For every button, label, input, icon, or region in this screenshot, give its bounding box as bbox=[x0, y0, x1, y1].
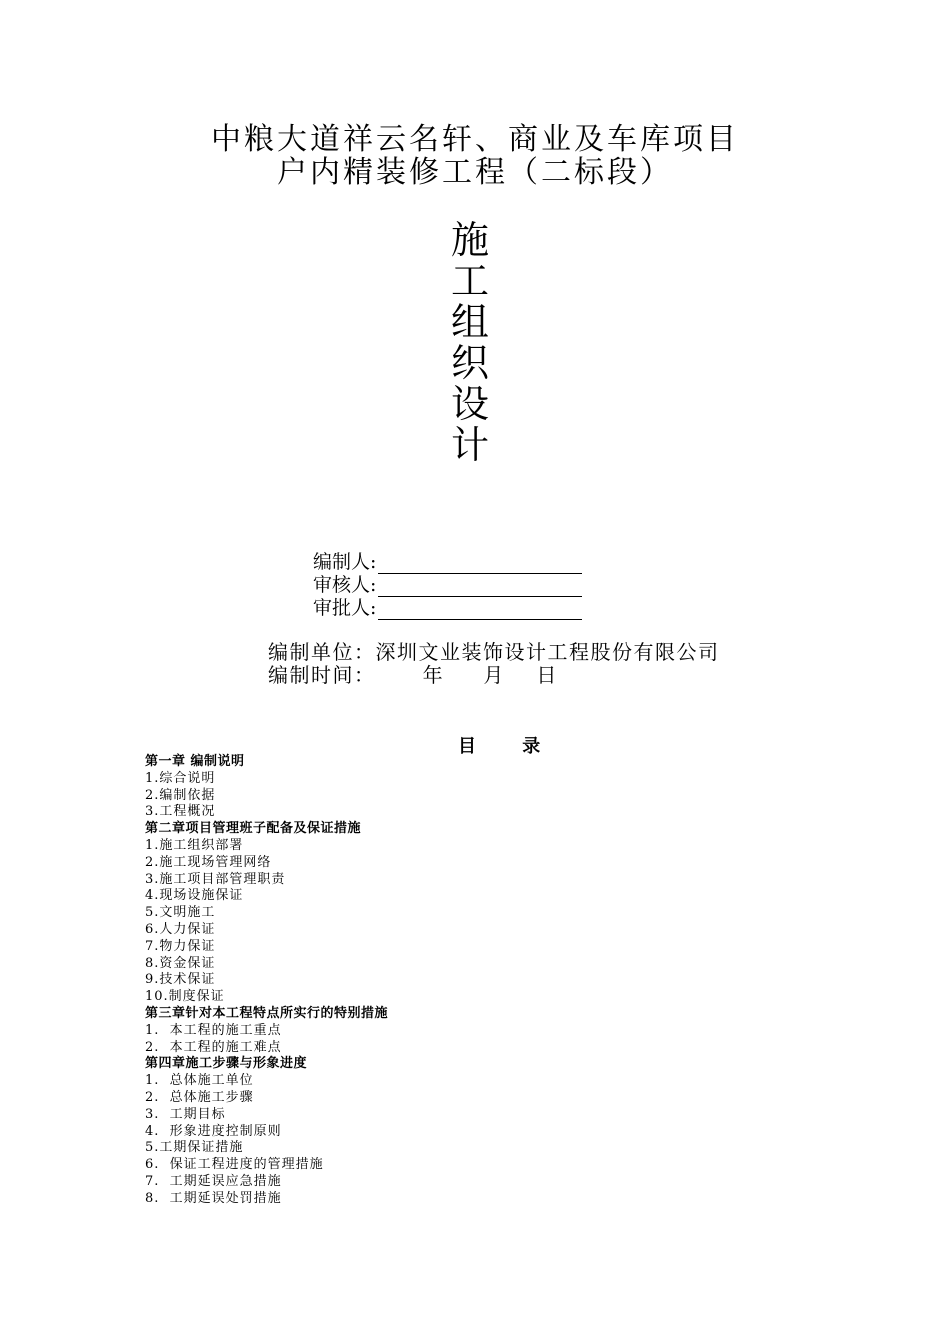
approver-row bbox=[313, 597, 582, 620]
document-title-char: 计 bbox=[450, 423, 489, 467]
reviewer-label: 审核人: bbox=[313, 574, 377, 596]
toc-item: 1. 本工程的施工重点 bbox=[145, 1022, 282, 1038]
table-of-contents bbox=[145, 754, 845, 1208]
toc-item: 2. 总体施工步骤 bbox=[145, 1089, 254, 1105]
toc-item: 6. 保证工程进度的管理措施 bbox=[145, 1157, 324, 1173]
document-title-char: 工 bbox=[450, 259, 489, 303]
project-title-line-1: 中粮大道祥云名轩、商业及车库项目 bbox=[211, 122, 739, 157]
toc-item: 2. 本工程的施工难点 bbox=[145, 1039, 282, 1055]
document-title-char: 施 bbox=[450, 218, 489, 262]
compiler-row bbox=[313, 551, 582, 574]
toc-item: 7. 工期延误应急措施 bbox=[145, 1173, 282, 1189]
compiling-organization: 编制单位：深圳文业装饰设计工程股份有限公司 bbox=[268, 640, 720, 664]
toc-item: 8. 工期延误处罚措施 bbox=[145, 1190, 282, 1206]
reviewer-signature-line bbox=[378, 576, 582, 597]
toc-item: 9.技术保证 bbox=[145, 972, 216, 988]
toc-item: 7.物力保证 bbox=[145, 938, 216, 954]
approver-signature-line bbox=[378, 599, 582, 620]
toc-chapter-heading: 第一章 编制说明 bbox=[145, 754, 245, 769]
reviewer-row bbox=[313, 574, 582, 597]
document-title-vertical bbox=[440, 220, 500, 466]
toc-chapter-heading: 第三章针对本工程特点所实行的特别措施 bbox=[145, 1005, 389, 1021]
toc-title: 目 录 bbox=[458, 736, 561, 757]
toc-item: 3.工程概况 bbox=[145, 804, 216, 820]
toc-item: 4. 形象进度控制原则 bbox=[145, 1123, 282, 1139]
document-title-char: 设 bbox=[450, 382, 489, 426]
compiler-signature-line bbox=[378, 553, 582, 574]
toc-item: 5.文明施工 bbox=[145, 905, 216, 921]
toc-item: 1.施工组织部署 bbox=[145, 837, 244, 853]
toc-item: 4.现场设施保证 bbox=[145, 888, 244, 904]
document-title-char: 织 bbox=[450, 341, 489, 385]
compiling-date: 编制时间： 年 月 日 bbox=[268, 663, 558, 687]
document-title-char: 组 bbox=[450, 300, 489, 344]
toc-item: 1. 总体施工单位 bbox=[145, 1073, 254, 1089]
compiler-label: 编制人: bbox=[313, 551, 377, 573]
toc-item: 2.编制依据 bbox=[145, 787, 216, 803]
toc-item: 1.综合说明 bbox=[145, 770, 216, 786]
toc-item: 6.人力保证 bbox=[145, 921, 216, 937]
approver-label: 审批人: bbox=[313, 597, 377, 619]
toc-item: 3. 工期目标 bbox=[145, 1106, 226, 1122]
project-title-line-2: 户内精装修工程（二标段） bbox=[277, 155, 673, 190]
toc-item: 3.施工项目部管理职责 bbox=[145, 871, 286, 887]
toc-item: 10.制度保证 bbox=[145, 989, 225, 1005]
toc-chapter-heading: 第二章项目管理班子配备及保证措施 bbox=[145, 821, 362, 837]
toc-chapter-heading: 第四章施工步骤与形象进度 bbox=[145, 1056, 308, 1072]
toc-item: 2.施工现场管理网络 bbox=[145, 854, 272, 870]
toc-item: 5.工期保证措施 bbox=[145, 1140, 244, 1156]
toc-item: 8.资金保证 bbox=[145, 955, 216, 971]
